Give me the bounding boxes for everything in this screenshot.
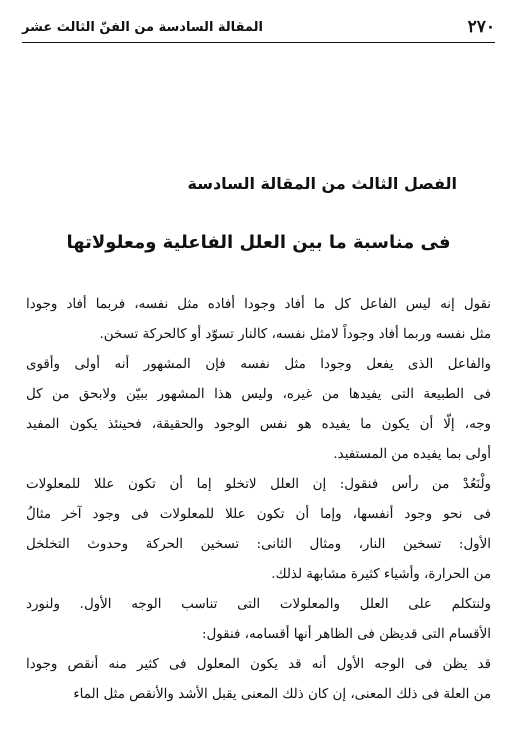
page-header [22, 12, 495, 43]
running-head: المقالة السادسة من الفنّ الثالث عشر [22, 19, 263, 35]
text-line: أولى بما يفيده من المستفيد. [333, 447, 491, 462]
page-number: ٢٧٠ [467, 17, 495, 37]
paragraph [26, 590, 491, 650]
text-line: قد يظن فى الوجه الأول أنه قد يكون المعلول فى كثير منه أنقص وجودا [26, 657, 491, 672]
text-line: والفاعل الذى يفعل وجودا مثل نفسه فإن المشهور أنه أولى وأقوى [26, 357, 491, 372]
text-line: فى الطبيعة التى يفيدها من غيره، وليس هذا المشهور ببيّن ولابحق من كل [26, 387, 491, 402]
paragraph [26, 350, 491, 470]
chapter-title: الفصل الثالث من المقالة السادسة [187, 174, 457, 193]
text-line: مثل نفسه وربما أفاد وجوداً لامثل نفسه، كالنار تسوّد أو كالحركة تسخن. [99, 327, 491, 342]
text-line: ولْنَعُدْ من رأس فنقول: إن العلل لاتخلو إما أن تكون عللا للمعلولات [26, 477, 491, 492]
text-line: وجه، إلّا أن يكون ما يفيده هو نفس الوجود والحقيقة، فحينئذ يكون المفيد [26, 417, 491, 432]
paragraph [26, 650, 491, 710]
text-line: فى نحو وجود أنفسها، وإما أن تكون عللا للمعلولات فى وجود آخر مثالُ [26, 507, 491, 522]
paragraph [26, 290, 491, 350]
text-line: من العلة فى ذلك المعنى، إن كان ذلك المعنى يقبل الأشد والأنقص مثل الماء [73, 687, 491, 702]
body-text [26, 290, 491, 710]
text-line: الأول: تسخين النار، ومثال الثانى: تسخين الحركة وحدوث التخلخل [26, 537, 491, 552]
section-title: فى مناسبة ما بين العلل الفاعلية ومعلولاتها [66, 232, 451, 253]
text-line: ولنتكلم على العلل والمعلولات التى تناسب الوجه الأول. ولنورد [26, 597, 491, 612]
text-line: نقول إنه ليس الفاعل كل ما أفاد وجودا أفاده مثل نفسه، فربما أفاد وجودا [26, 297, 491, 312]
text-line: الأقسام التى قديظن فى الظاهر أنها أقسامه، فنقول: [202, 627, 491, 642]
text-line: من الحرارة، وأشياء كثيرة مشابهة لذلك. [271, 567, 491, 582]
paragraph [26, 470, 491, 590]
